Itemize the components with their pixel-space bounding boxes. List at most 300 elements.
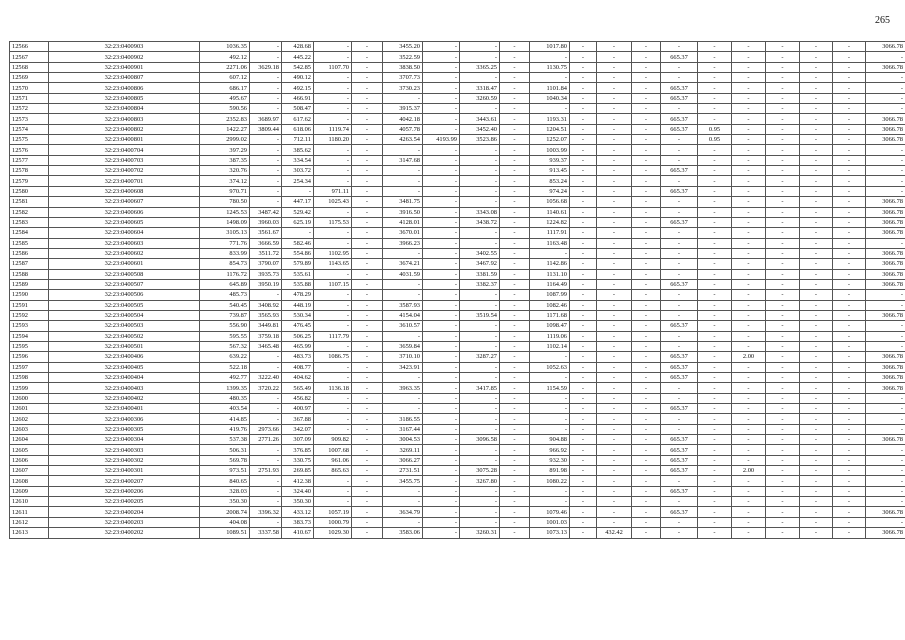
value-cell: 3066.78 — [866, 383, 905, 393]
value-cell: - — [530, 104, 570, 114]
value-cell: - — [866, 104, 905, 114]
value-cell: - — [352, 228, 383, 238]
value-cell: - — [866, 341, 905, 351]
value-cell: - — [314, 42, 352, 52]
value-cell: - — [800, 197, 833, 207]
value-cell: - — [597, 269, 632, 279]
value-cell: - — [460, 73, 500, 83]
value-cell: 971.11 — [314, 186, 352, 196]
value-cell: - — [423, 52, 460, 62]
value-cell: 3066.78 — [866, 435, 905, 445]
value-cell: - — [866, 497, 905, 507]
row-number-cell: 12568 — [10, 62, 49, 72]
value-cell: - — [500, 217, 530, 227]
value-cell: - — [632, 124, 661, 134]
value-cell: 330.75 — [282, 455, 314, 465]
value-cell: - — [423, 352, 460, 362]
value-cell: - — [500, 62, 530, 72]
value-cell: - — [352, 486, 383, 496]
value-cell: - — [732, 279, 766, 289]
value-cell: - — [833, 393, 866, 403]
value-cell: - — [423, 217, 460, 227]
value-cell: - — [866, 331, 905, 341]
row-number-cell: 12578 — [10, 166, 49, 176]
value-cell: 2973.66 — [250, 424, 282, 434]
value-cell: 595.55 — [200, 331, 250, 341]
value-cell: - — [866, 404, 905, 414]
row-number-cell: 12588 — [10, 269, 49, 279]
value-cell: - — [800, 393, 833, 403]
value-cell: - — [500, 155, 530, 165]
value-cell: 2271.06 — [200, 62, 250, 72]
cadastral-number-cell: 32:23:0400206 — [49, 486, 200, 496]
value-cell: - — [570, 228, 597, 238]
value-cell: - — [383, 248, 423, 258]
value-cell: 3730.23 — [383, 83, 423, 93]
value-cell: - — [423, 331, 460, 341]
value-cell: - — [250, 166, 282, 176]
value-cell: - — [800, 114, 833, 124]
value-cell: - — [597, 248, 632, 258]
value-cell: 2751.93 — [250, 466, 282, 476]
value-cell: 3449.81 — [250, 321, 282, 331]
value-cell: - — [833, 207, 866, 217]
value-cell: - — [570, 217, 597, 227]
value-cell: 665.37 — [661, 352, 698, 362]
value-cell: 4128.01 — [383, 217, 423, 227]
value-cell: - — [698, 507, 732, 517]
value-cell: - — [500, 104, 530, 114]
value-cell: 853.24 — [530, 176, 570, 186]
value-cell: - — [661, 238, 698, 248]
value-cell: - — [250, 42, 282, 52]
value-cell: - — [597, 259, 632, 269]
value-cell: 408.77 — [282, 362, 314, 372]
value-cell: - — [698, 42, 732, 52]
value-cell: - — [766, 228, 800, 238]
value-cell: 1056.68 — [530, 197, 570, 207]
value-cell: - — [866, 466, 905, 476]
value-cell: - — [766, 362, 800, 372]
value-cell: 3381.59 — [460, 269, 500, 279]
row-number-cell: 12567 — [10, 52, 49, 62]
value-cell: 3343.08 — [460, 207, 500, 217]
cadastral-number-cell: 32:23:0400507 — [49, 279, 200, 289]
value-cell: - — [632, 207, 661, 217]
value-cell: - — [632, 145, 661, 155]
value-cell: 522.18 — [200, 362, 250, 372]
value-cell: - — [732, 42, 766, 52]
cadastral-number-cell: 32:23:0400406 — [49, 352, 200, 362]
cadastral-number-cell: 32:23:0400903 — [49, 42, 200, 52]
value-cell: - — [460, 424, 500, 434]
value-cell: - — [597, 383, 632, 393]
row-number-cell: 12611 — [10, 507, 49, 517]
value-cell: - — [698, 73, 732, 83]
value-cell: - — [423, 455, 460, 465]
value-cell: - — [632, 331, 661, 341]
value-cell: - — [530, 497, 570, 507]
value-cell: - — [250, 445, 282, 455]
value-cell: 665.37 — [661, 445, 698, 455]
row-number-cell: 12572 — [10, 104, 49, 114]
value-cell: - — [460, 104, 500, 114]
value-cell: - — [661, 145, 698, 155]
value-cell: - — [766, 352, 800, 362]
value-cell: - — [352, 124, 383, 134]
value-cell: - — [500, 362, 530, 372]
value-cell: - — [383, 393, 423, 403]
value-cell: - — [282, 186, 314, 196]
value-cell: 537.38 — [200, 435, 250, 445]
cadastral-number-cell: 32:23:0400601 — [49, 259, 200, 269]
value-cell: - — [833, 155, 866, 165]
value-cell: - — [250, 145, 282, 155]
value-cell: - — [632, 321, 661, 331]
value-cell: 1175.53 — [314, 217, 352, 227]
value-cell: - — [766, 341, 800, 351]
value-cell: 3583.06 — [383, 528, 423, 538]
value-cell: - — [530, 424, 570, 434]
value-cell: - — [597, 166, 632, 176]
value-cell: - — [314, 393, 352, 403]
value-cell: 3066.78 — [866, 207, 905, 217]
value-cell: - — [833, 124, 866, 134]
value-cell: - — [766, 290, 800, 300]
value-cell: - — [833, 383, 866, 393]
value-cell: - — [460, 486, 500, 496]
row-number-cell: 12608 — [10, 476, 49, 486]
value-cell: 3287.27 — [460, 352, 500, 362]
value-cell: - — [314, 310, 352, 320]
value-cell: - — [570, 455, 597, 465]
value-cell: - — [732, 393, 766, 403]
table-row — [10, 486, 905, 496]
value-cell: - — [800, 383, 833, 393]
row-number-cell: 12587 — [10, 259, 49, 269]
value-cell: - — [570, 310, 597, 320]
value-cell: - — [352, 362, 383, 372]
value-cell: - — [732, 207, 766, 217]
value-cell: - — [698, 404, 732, 414]
value-cell: 1102.95 — [314, 248, 352, 258]
value-cell: - — [698, 393, 732, 403]
value-cell: - — [800, 207, 833, 217]
value-cell: - — [800, 259, 833, 269]
value-cell: - — [597, 279, 632, 289]
value-cell: - — [766, 238, 800, 248]
value-cell: 307.09 — [282, 435, 314, 445]
value-cell: - — [833, 93, 866, 103]
value-cell: - — [570, 528, 597, 538]
value-cell: 1052.63 — [530, 362, 570, 372]
value-cell: - — [423, 73, 460, 83]
value-cell: 3066.78 — [866, 362, 905, 372]
value-cell: - — [314, 269, 352, 279]
value-cell: - — [698, 455, 732, 465]
value-cell: - — [500, 404, 530, 414]
value-cell: - — [732, 83, 766, 93]
value-cell: - — [766, 104, 800, 114]
value-cell: - — [570, 207, 597, 217]
value-cell: - — [698, 290, 732, 300]
value-cell: - — [314, 497, 352, 507]
value-cell: - — [833, 507, 866, 517]
value-cell: 1422.27 — [200, 124, 250, 134]
value-cell: - — [866, 393, 905, 403]
cadastral-value-table — [9, 41, 905, 539]
value-cell: 3066.78 — [866, 248, 905, 258]
value-cell: - — [698, 269, 732, 279]
value-cell: - — [632, 497, 661, 507]
value-cell: - — [352, 435, 383, 445]
value-cell: - — [423, 383, 460, 393]
value-cell: - — [833, 73, 866, 83]
value-cell: - — [597, 62, 632, 72]
value-cell: - — [766, 279, 800, 289]
value-cell: 3186.55 — [383, 414, 423, 424]
row-number-cell: 12569 — [10, 73, 49, 83]
value-cell: - — [698, 331, 732, 341]
value-cell: - — [698, 528, 732, 538]
value-cell: - — [698, 114, 732, 124]
value-cell: 456.82 — [282, 393, 314, 403]
value-cell: - — [597, 207, 632, 217]
value-cell: - — [250, 155, 282, 165]
cadastral-number-cell: 32:23:0400304 — [49, 435, 200, 445]
value-cell: - — [530, 73, 570, 83]
value-cell: - — [597, 228, 632, 238]
cadastral-number-cell: 32:23:0400703 — [49, 155, 200, 165]
value-cell: 1086.75 — [314, 352, 352, 362]
value-cell: - — [698, 176, 732, 186]
table-row — [10, 135, 905, 145]
value-cell: - — [732, 186, 766, 196]
value-cell: - — [732, 145, 766, 155]
value-cell: - — [314, 73, 352, 83]
value-cell: - — [766, 207, 800, 217]
value-cell: 665.37 — [661, 362, 698, 372]
value-cell: - — [352, 155, 383, 165]
value-cell: 1057.19 — [314, 507, 352, 517]
value-cell: - — [250, 352, 282, 362]
cadastral-number-cell: 32:23:0400704 — [49, 145, 200, 155]
value-cell: - — [500, 197, 530, 207]
value-cell: - — [632, 383, 661, 393]
value-cell: - — [314, 104, 352, 114]
value-cell: 3066.78 — [866, 352, 905, 362]
value-cell: - — [833, 476, 866, 486]
value-cell: 506.31 — [200, 445, 250, 455]
value-cell: - — [698, 166, 732, 176]
value-cell: - — [732, 228, 766, 238]
value-cell: - — [833, 528, 866, 538]
value-cell: 2.00 — [732, 466, 766, 476]
value-cell: - — [698, 155, 732, 165]
value-cell: - — [423, 362, 460, 372]
value-cell: - — [632, 310, 661, 320]
value-cell: - — [314, 300, 352, 310]
value-cell: - — [352, 373, 383, 383]
value-cell: - — [530, 373, 570, 383]
value-cell: - — [632, 476, 661, 486]
value-cell: 780.50 — [200, 197, 250, 207]
value-cell: 1119.74 — [314, 124, 352, 134]
value-cell: - — [833, 414, 866, 424]
value-cell: - — [800, 466, 833, 476]
value-cell: - — [500, 73, 530, 83]
value-cell: - — [632, 42, 661, 52]
value-cell: 3066.78 — [866, 269, 905, 279]
table-row — [10, 52, 905, 62]
value-cell: - — [597, 135, 632, 145]
value-cell: - — [661, 73, 698, 83]
value-cell: - — [766, 93, 800, 103]
value-cell: 3759.18 — [250, 331, 282, 341]
value-cell: - — [314, 176, 352, 186]
value-cell: - — [766, 476, 800, 486]
value-cell: - — [423, 186, 460, 196]
value-cell: 913.45 — [530, 166, 570, 176]
value-cell: - — [732, 114, 766, 124]
table-row — [10, 341, 905, 351]
table-row — [10, 424, 905, 434]
value-cell: - — [732, 93, 766, 103]
value-cell: - — [732, 331, 766, 341]
value-cell: - — [800, 373, 833, 383]
row-number-cell: 12586 — [10, 248, 49, 258]
value-cell: 3066.78 — [866, 114, 905, 124]
value-cell: - — [833, 341, 866, 351]
value-cell: 492.77 — [200, 373, 250, 383]
value-cell: 350.30 — [282, 497, 314, 507]
value-cell: - — [632, 341, 661, 351]
value-cell: - — [698, 445, 732, 455]
value-cell: 529.42 — [282, 207, 314, 217]
cadastral-number-cell: 32:23:0400801 — [49, 135, 200, 145]
cadastral-number-cell: 32:23:0400901 — [49, 62, 200, 72]
value-cell: - — [314, 238, 352, 248]
value-cell: 974.24 — [530, 186, 570, 196]
value-cell: 535.88 — [282, 279, 314, 289]
value-cell: 665.37 — [661, 52, 698, 62]
value-cell: 3337.58 — [250, 528, 282, 538]
cadastral-number-cell: 32:23:0400508 — [49, 269, 200, 279]
value-cell: - — [866, 145, 905, 155]
value-cell: - — [570, 497, 597, 507]
value-cell: - — [632, 217, 661, 227]
value-cell: 639.22 — [200, 352, 250, 362]
value-cell: - — [500, 186, 530, 196]
cadastral-number-cell: 32:23:0400602 — [49, 248, 200, 258]
row-number-cell: 12596 — [10, 352, 49, 362]
row-number-cell: 12576 — [10, 145, 49, 155]
value-cell: 3519.54 — [460, 310, 500, 320]
value-cell: - — [500, 497, 530, 507]
value-cell: - — [460, 42, 500, 52]
value-cell: - — [500, 373, 530, 383]
value-cell: - — [800, 352, 833, 362]
cadastral-number-cell: 32:23:0400301 — [49, 466, 200, 476]
table-row — [10, 445, 905, 455]
value-cell: - — [766, 83, 800, 93]
value-cell: - — [597, 42, 632, 52]
row-number-cell: 12570 — [10, 83, 49, 93]
value-cell: - — [423, 341, 460, 351]
cadastral-number-cell: 32:23:0400607 — [49, 197, 200, 207]
value-cell: - — [698, 300, 732, 310]
value-cell: 1399.35 — [200, 383, 250, 393]
value-cell: - — [800, 42, 833, 52]
value-cell: - — [833, 455, 866, 465]
value-cell: 1089.51 — [200, 528, 250, 538]
value-cell: 1180.20 — [314, 135, 352, 145]
value-cell: 3511.72 — [250, 248, 282, 258]
value-cell: 3066.78 — [866, 528, 905, 538]
value-cell: 466.91 — [282, 93, 314, 103]
value-cell: - — [500, 228, 530, 238]
cadastral-number-cell: 32:23:0400701 — [49, 176, 200, 186]
value-cell: - — [500, 393, 530, 403]
value-cell: - — [423, 290, 460, 300]
value-cell: 840.65 — [200, 476, 250, 486]
value-cell: 410.67 — [282, 528, 314, 538]
value-cell: 625.19 — [282, 217, 314, 227]
value-cell: 1079.46 — [530, 507, 570, 517]
value-cell: 3382.37 — [460, 279, 500, 289]
value-cell: - — [500, 424, 530, 434]
value-cell: 3674.21 — [383, 259, 423, 269]
value-cell: - — [698, 486, 732, 496]
value-cell: - — [766, 248, 800, 258]
value-cell: 3963.35 — [383, 383, 423, 393]
value-cell: 1029.30 — [314, 528, 352, 538]
value-cell: - — [698, 310, 732, 320]
value-cell: 1101.84 — [530, 83, 570, 93]
value-cell: - — [460, 300, 500, 310]
cadastral-number-cell: 32:23:0400204 — [49, 507, 200, 517]
value-cell: - — [250, 176, 282, 186]
value-cell: - — [460, 455, 500, 465]
value-cell: - — [250, 290, 282, 300]
value-cell: - — [661, 259, 698, 269]
value-cell: - — [570, 476, 597, 486]
value-cell: - — [570, 435, 597, 445]
table-row — [10, 290, 905, 300]
value-cell: - — [661, 62, 698, 72]
value-cell: 865.63 — [314, 466, 352, 476]
value-cell: - — [732, 404, 766, 414]
value-cell: - — [766, 42, 800, 52]
cadastral-number-cell: 32:23:0400702 — [49, 166, 200, 176]
value-cell: - — [632, 352, 661, 362]
value-cell: - — [866, 414, 905, 424]
value-cell: - — [833, 497, 866, 507]
value-cell: 414.85 — [200, 414, 250, 424]
value-cell: 665.37 — [661, 373, 698, 383]
value-cell: - — [597, 300, 632, 310]
value-cell: - — [352, 466, 383, 476]
value-cell: - — [732, 414, 766, 424]
value-cell: 3710.10 — [383, 352, 423, 362]
value-cell: - — [383, 176, 423, 186]
value-cell: - — [833, 300, 866, 310]
value-cell: 1136.18 — [314, 383, 352, 393]
value-cell: - — [383, 145, 423, 155]
value-cell: - — [500, 93, 530, 103]
value-cell: 1164.49 — [530, 279, 570, 289]
value-cell: - — [352, 238, 383, 248]
